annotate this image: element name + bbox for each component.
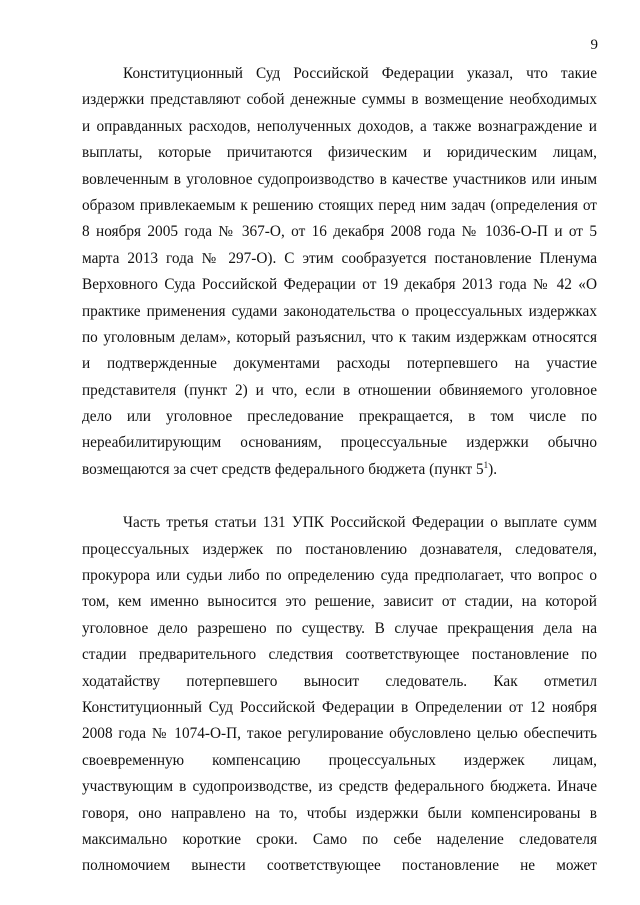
text-line: том, кем именно выносится это решение, зависит от стадии, на которой [82, 593, 597, 611]
text-line: Верховного Суда Российской Федерации от 19 декабря 2013 года № 42 «О [82, 276, 597, 294]
paragraph-spacing [82, 483, 597, 510]
text-line [82, 457, 597, 483]
text-line: ходатайству потерпевшего выносит следователь. Как отметил [82, 672, 597, 690]
text-line: полномочием вынести соответствующее постановление не может [82, 857, 597, 875]
text-fragment: возмещаются за счет средств федерального бюджета (пункт 5 [82, 460, 484, 478]
text-line: и оправданных расходов, неполученных доходов, а также вознаграждение и [82, 117, 597, 135]
text-line: 8 ноября 2005 года № 367-О, от 16 декабря 2008 года № 1036-О-П и от 5 [82, 223, 597, 241]
text-line: представителя (пункт 2) и что, если в отношении обвиняемого уголовное [82, 381, 597, 399]
paragraph-2 [82, 510, 597, 879]
text-fragment: ). [488, 460, 498, 478]
text-line: говоря, оно направлено на то, чтобы издержки были компенсированы в [82, 804, 597, 822]
text-line: уголовное дело разрешено по существу. В случае прекращения дела на [82, 619, 597, 637]
document-body [82, 61, 597, 880]
text-line: образом привлекаемым к решению стоящих перед ним задач (определения от [82, 196, 597, 214]
text-line: Конституционный Суд Российской Федерации в Определении от 12 ноября [82, 698, 597, 716]
footnote-superscript: 1 [483, 459, 489, 470]
paragraph-1 [82, 61, 597, 483]
page-number: 9 [590, 37, 598, 53]
text-line: издержки представляют собой денежные суммы в возмещение необходимых [82, 91, 597, 109]
text-line: своевременную компенсацию процессуальных издержек лицам, [82, 751, 597, 769]
text-line: выплаты, которые причитаются физическим и юридическим лицам, [82, 144, 597, 162]
text-line: стадии предварительного следствия соответствующее постановление по [82, 646, 597, 664]
text-line: прокурора или судьи либо по определению суда предполагает, что вопрос о [82, 567, 597, 585]
text-line: максимально короткие сроки. Само по себе наделение следователя [82, 830, 597, 848]
text-line: дело или уголовное преследование прекращается, в том числе по [82, 408, 597, 426]
text-line: 2008 года № 1074-О-П, такое регулирование обусловлено целью обеспечить [82, 725, 597, 743]
text-line: по уголовным делам», который разъяснил, что к таким издержкам относятся [82, 328, 597, 346]
text-line: Часть третья статьи 131 УПК Российской Федерации о выплате сумм [123, 514, 597, 532]
text-line: и подтвержденные документами расходы потерпевшего на участие [82, 355, 597, 373]
text-line: вовлеченным в уголовное судопроизводство в качестве участников или иным [82, 170, 597, 188]
text-line: нереабилитирующим основаниям, процессуальные издержки обычно [82, 434, 597, 452]
text-line: участвующим в судопроизводстве, из средств федерального бюджета. Иначе [82, 778, 597, 796]
text-line: Конституционный Суд Российской Федерации указал, что такие [123, 65, 597, 82]
text-line: процессуальных издержек по постановлению дознавателя, следователя, [82, 540, 597, 558]
text-line: практике применения судами законодательства о процессуальных издержках [82, 302, 597, 320]
text-line: марта 2013 года № 297-О). С этим сообразуется постановление Пленума [82, 249, 597, 267]
